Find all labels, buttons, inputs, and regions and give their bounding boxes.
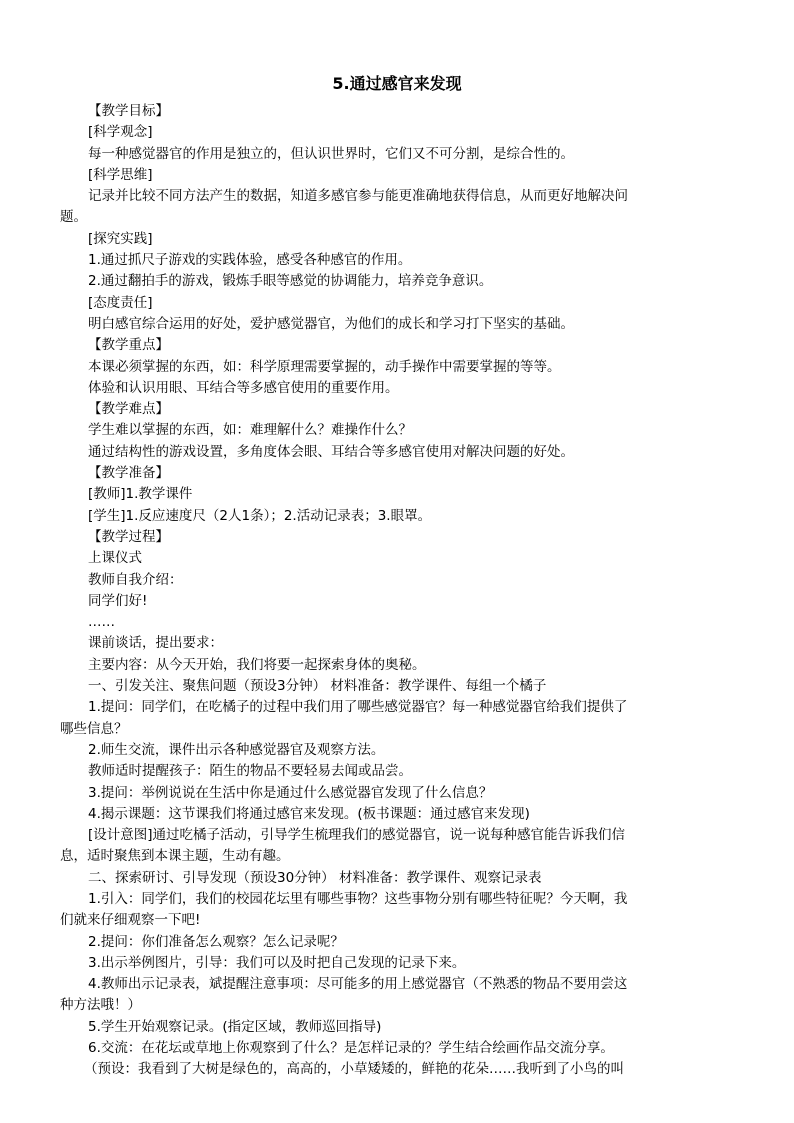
text-line: （预设：我看到了大树是绿色的，高高的，小草矮矮的，鲜艳的花朵……我听到了小鸟的叫 xyxy=(84,1061,624,1078)
text-line: …… xyxy=(88,614,115,631)
text-line: 2.师生交流，课件出示各种感觉器官及观察方法。 xyxy=(88,741,385,758)
text-line: [态度责任] xyxy=(88,294,153,311)
text-line: [科学观念] xyxy=(88,124,153,141)
text-line: 【教学难点】 xyxy=(88,401,169,418)
text-line: 明白感官综合运用的好处，爱护感觉器官，为他们的成长和学习打下坚实的基础。 xyxy=(88,315,574,332)
text-line: 主要内容：从今天开始，我们将要一起探索身体的奥秘。 xyxy=(88,656,426,673)
text-line: 1.引入：同学们，我们的校园花坛里有哪些事物？这些事物分别有哪些特征呢？今天啊，我 xyxy=(88,890,628,907)
text-line: 1.通过抓尺子游戏的实践体验，感受各种感官的作用。 xyxy=(88,252,412,269)
text-line: 教师适时提醒孩子：陌生的物品不要轻易去闻或品尝。 xyxy=(88,763,412,780)
text-line: 记录并比较不同方法产生的数据，知道多感官参与能更准确地获得信息，从而更好地解决问 xyxy=(88,188,628,205)
text-line: 同学们好! xyxy=(88,592,148,609)
text-line: 体验和认识用眼、耳结合等多感官使用的重要作用。 xyxy=(88,379,399,396)
text-line: 哪些信息？ xyxy=(60,720,128,737)
text-line: 【教学准备】 xyxy=(88,465,169,482)
text-line: 通过结构性的游戏设置，多角度体会眼、耳结合等多感官使用对解决问题的好处。 xyxy=(88,443,574,460)
text-line: 学生难以掌握的东西，如：难理解什么？难操作什么？ xyxy=(88,422,412,439)
text-line: 种方法哦！） xyxy=(60,997,141,1014)
text-line: 一、引发关注、聚焦问题（预设3分钟） 材料准备：教学课件、每组一个橘子 xyxy=(88,678,547,695)
text-line: [科学思维] xyxy=(88,166,153,183)
text-line: [学生]1.反应速度尺（2人1条）；2.活动记录表；3.眼罩。 xyxy=(88,507,432,524)
text-line: 本课必须掌握的东西，如：科学原理需要掌握的，动手操作中需要掌握的等等。 xyxy=(88,358,561,375)
text-line: 题。 xyxy=(60,209,87,226)
text-line: [教师]1.教学课件 xyxy=(88,486,193,503)
text-line: 教师自我介绍： xyxy=(88,571,183,588)
text-line: 4.教师出示记录表，斌提醒注意事项：尽可能多的用上感觉器官（不熟悉的物品不要用尝这 xyxy=(88,976,628,993)
document-body xyxy=(60,101,740,1081)
text-line: 1.提问：同学们，在吃橘子的过程中我们用了哪些感觉器官？每一种感觉器官给我们提供了 xyxy=(88,699,628,716)
text-line: 上课仪式 xyxy=(88,550,142,567)
text-line: 2.提问：你们准备怎么观察？怎么记录呢？ xyxy=(88,933,344,950)
text-line: 【教学目标】 xyxy=(88,103,169,119)
text-line: 6.交流：在花坛或草地上你观察到了什么？是怎样记录的？学生结合绘画作品交流分享。 xyxy=(88,1040,614,1057)
text-line: [探究实践] xyxy=(88,230,153,247)
text-line: [设计意图]通过吃橘子活动，引导学生梳理我们的感觉器官，说一说每种感官能告诉我们信 xyxy=(88,827,626,844)
text-line: 【教学重点】 xyxy=(88,337,169,354)
text-line: 息，适时聚焦到本课主题，生动有趣。 xyxy=(60,848,290,865)
text-line: 2.通过翻拍手的游戏，锻炼手眼等感觉的协调能力，培养竞争意识。 xyxy=(88,273,493,290)
text-line: 【教学过程】 xyxy=(88,528,169,545)
text-line: 3.出示举例图片，引导：我们可以及时把自己发现的记录下来。 xyxy=(88,954,466,971)
text-line: 每一种感觉器官的作用是独立的，但认识世界时，它们又不可分割，是综合性的。 xyxy=(88,145,574,162)
text-line: 5.学生开始观察记录。(指定区域，教师巡回指导) xyxy=(88,1018,382,1035)
document-title: 5.通过感官来发现 xyxy=(332,74,462,93)
text-line: 3.提问：举例说说在生活中你是通过什么感觉器官发现了什么信息？ xyxy=(88,784,493,801)
text-line: 课前谈话，提出要求： xyxy=(88,635,223,652)
text-line: 4.揭示课题：这节课我们将通过感官来发现。(板书课题：通过感官来发现) xyxy=(88,805,530,822)
text-line: 们就来仔细观察一下吧! xyxy=(60,912,201,929)
text-line: 二、探索研讨、引导发现（预设30分钟） 材料准备：教学课件、观察记录表 xyxy=(88,869,542,886)
